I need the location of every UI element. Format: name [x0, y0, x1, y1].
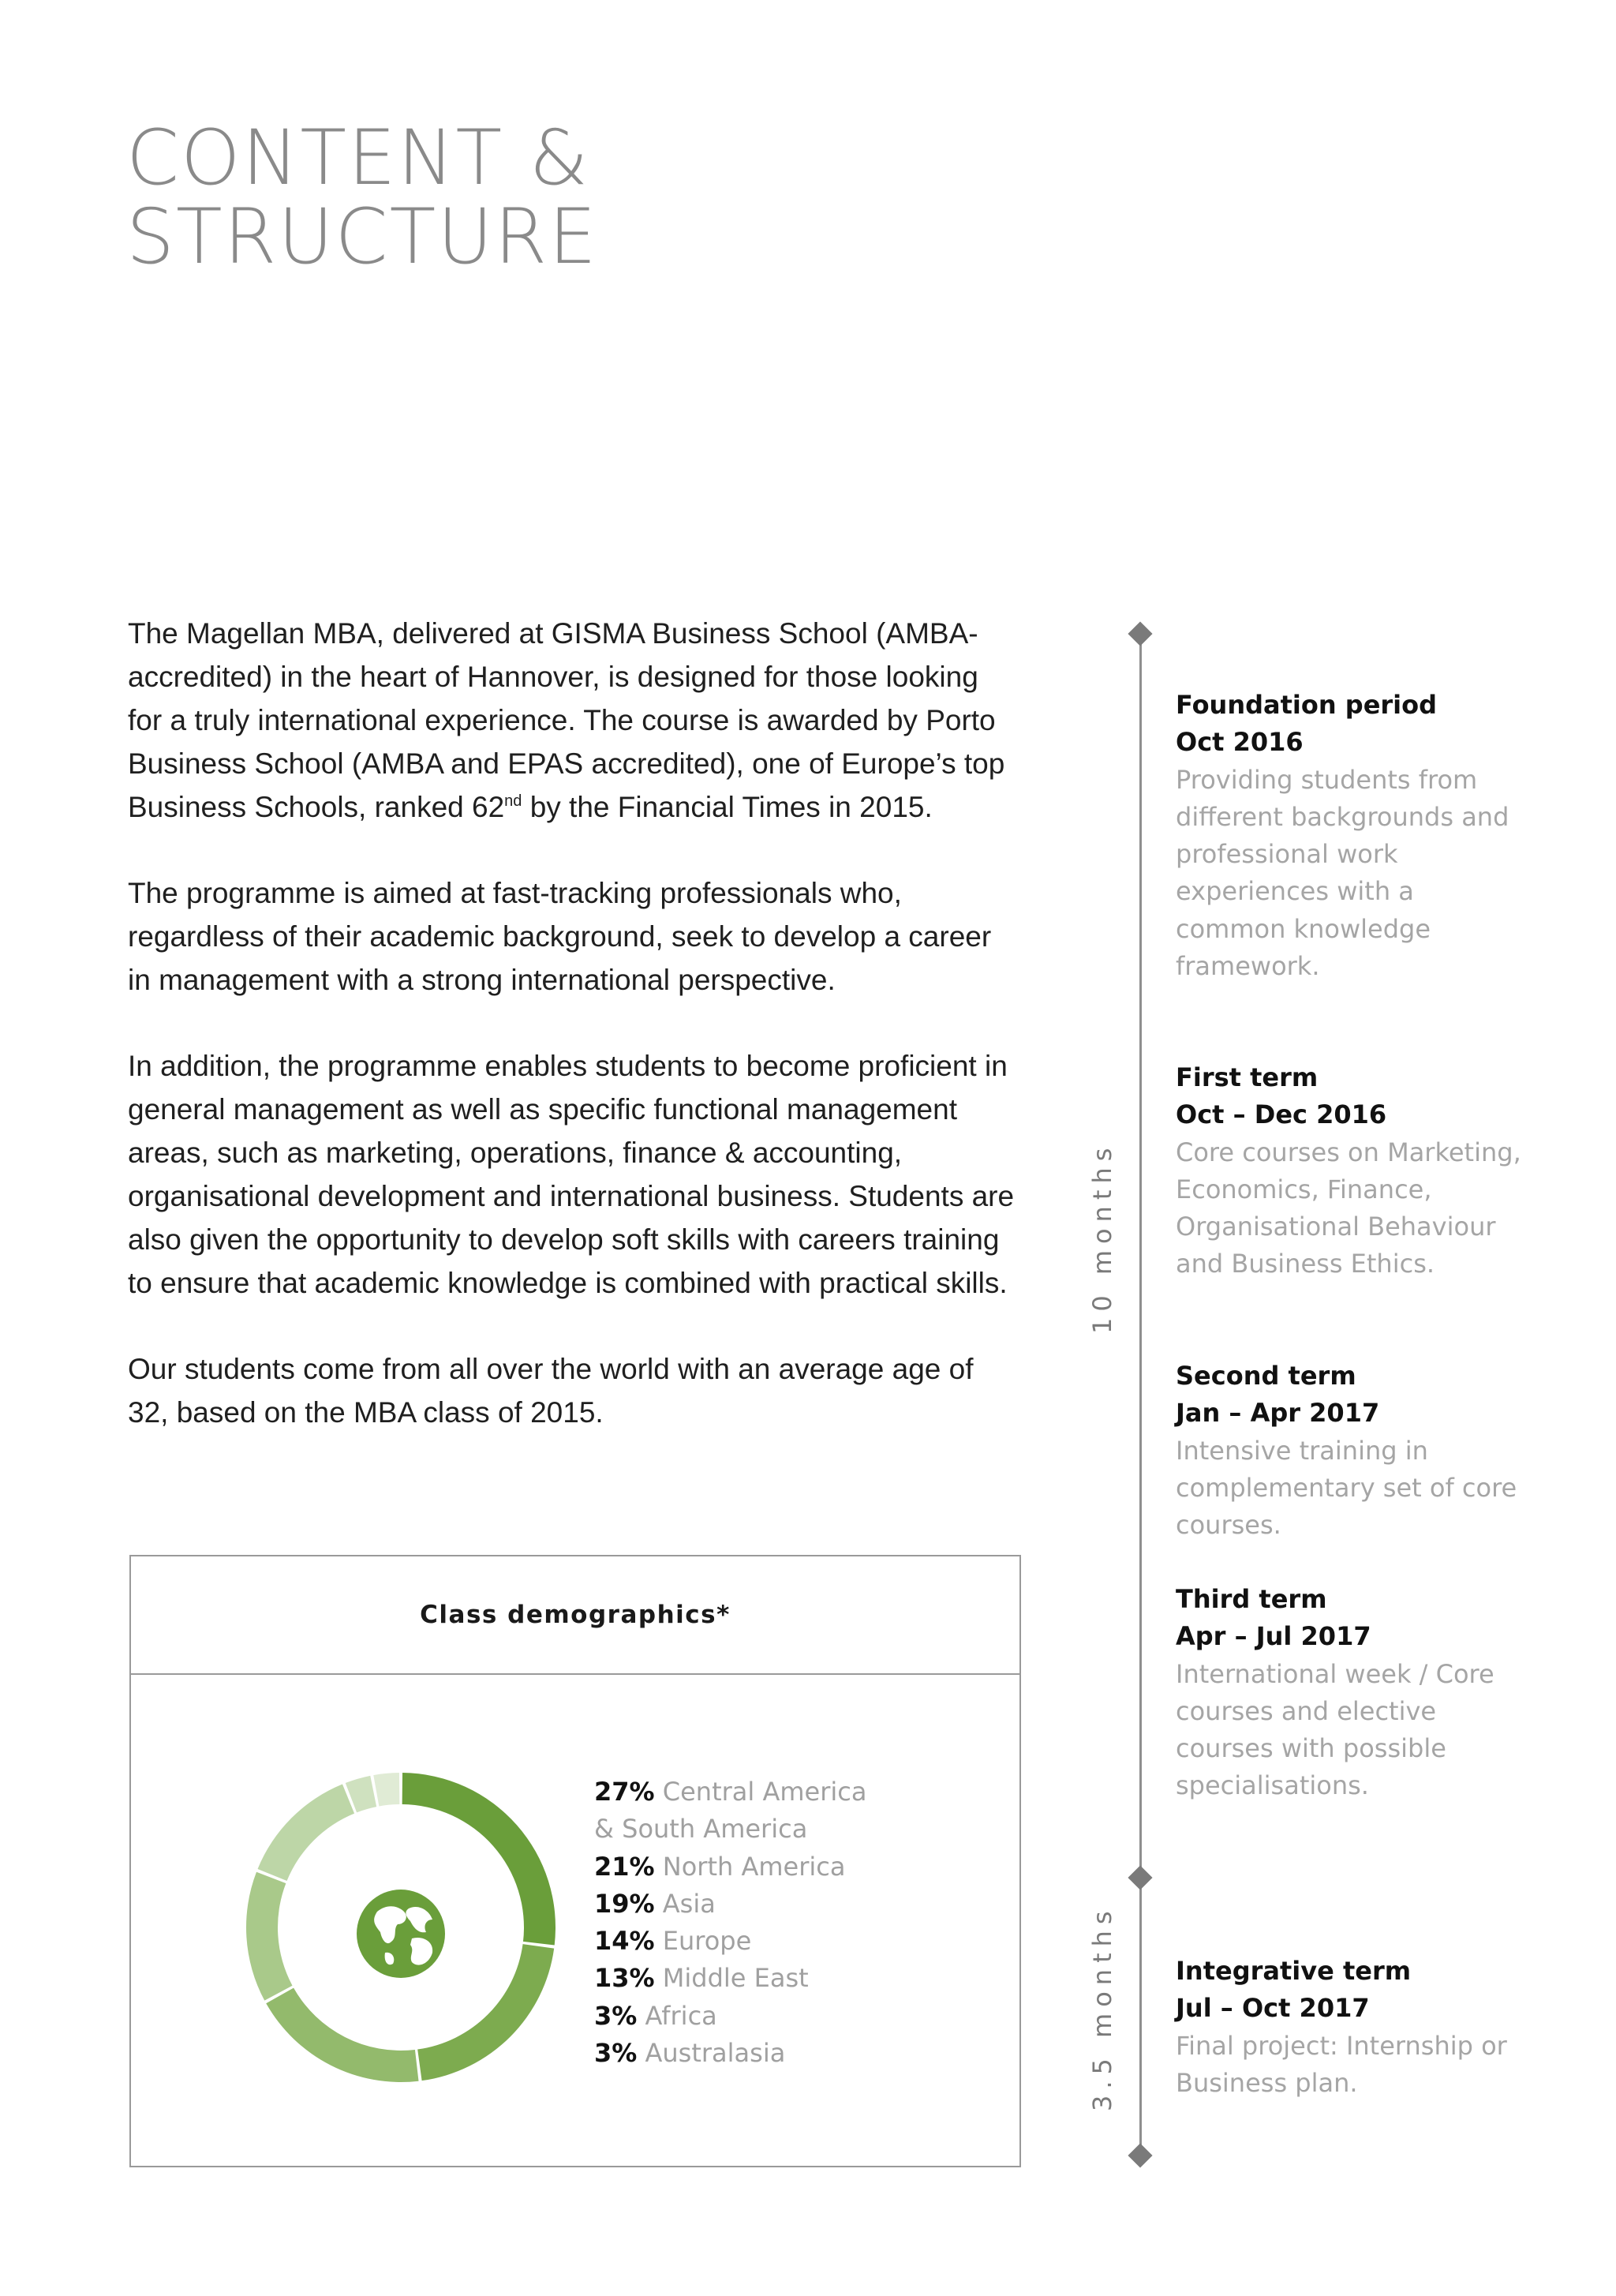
legend-label: Asia: [662, 1888, 716, 1919]
legend-label: Europe: [662, 1926, 752, 1957]
intro-paragraph-4: Our students come from all over the world with an average age of 32, based on the MBA class of 2015.: [128, 1353, 974, 1429]
legend-item: [594, 1774, 866, 1811]
term-date: Jan – Apr 2017: [1176, 1398, 1380, 1429]
intro-p1-text-end: by the Financial Times in 2015.: [522, 791, 933, 823]
legend-label: North America: [662, 1851, 846, 1882]
legend-value: 27%: [594, 1777, 655, 1807]
class-demographics-box: [129, 1555, 1021, 2167]
legend-item: [594, 2035, 866, 2072]
term-name: First term: [1176, 1062, 1319, 1092]
legend-item: [594, 1923, 866, 1960]
legend-label: Central America: [662, 1777, 867, 1807]
term-name: Foundation period: [1176, 690, 1438, 720]
term-description: Intensive training in complementary set of core courses.: [1176, 1435, 1517, 1541]
timeline-marker-end: [1128, 2143, 1152, 2167]
term-first: [1176, 1059, 1523, 1283]
legend-label: Africa: [645, 2000, 717, 2031]
legend-label: & South America: [594, 1814, 808, 1845]
timeline-marker-start: [1128, 621, 1152, 646]
term-date: Jul – Oct 2017: [1176, 1993, 1370, 2024]
legend-value: 14%: [594, 1926, 655, 1957]
legend-value: 13%: [594, 1963, 655, 1994]
ordinal-suffix: nd: [504, 792, 522, 810]
intro-paragraph-2: The programme is aimed at fast-tracking professionals who, regardless of their academic background, seek to develop a career in management with a strong international perspective.: [128, 877, 992, 996]
donut-slice-2: [417, 1944, 554, 2081]
duration-label-3-5-months: 3.5 months: [1087, 1905, 1117, 2111]
term-description: Providing students from different backgrounds and professional work experiences with a common knowledge framework.: [1176, 764, 1509, 982]
term-description: International week / Core courses and elective courses with possible specialisations.: [1176, 1658, 1494, 1801]
page-title: [126, 114, 598, 281]
donut-slice-3: [266, 1988, 418, 2082]
term-integrative: [1176, 1953, 1523, 2102]
legend-item: [594, 1960, 866, 1997]
intro-paragraph-3: In addition, the programme enables students to become proficient in general management as well as specific functional management areas, such as marketing, operations, finance & accounting, organisational development and international business. Students are also given the opportunity to develop soft skills with careers training to ensure that academic knowledge is combined with practical skills.: [128, 1050, 1015, 1299]
legend-item: [594, 1998, 866, 2035]
term-third: [1176, 1581, 1523, 1805]
legend-label: Middle East: [662, 1963, 809, 1994]
term-second: [1176, 1358, 1523, 1544]
intro-p1-text: The Magellan MBA, delivered at GISMA Business School (AMBA-accredited) in the heart of Hannover, is designed for those looking for a truly international experience. The course is awarded by Porto Business School (AMBA and EPAS accredited), one of Europe’s top Business Schools, ranked 62: [128, 617, 1005, 823]
title-line-2: STRUCTURE: [126, 193, 598, 281]
duration-label-10-months: 10 months: [1087, 1141, 1117, 1334]
legend-value: 3%: [594, 2038, 638, 2069]
legend-item: [594, 1886, 866, 1923]
term-description: Core courses on Marketing, Economics, Finance, Organisational Behaviour and Business Ethics.: [1176, 1137, 1521, 1279]
timeline-line: [1139, 631, 1142, 2155]
globe-icon: [357, 1890, 445, 1978]
donut-slice-5: [258, 1785, 355, 1882]
term-date: Oct 2016: [1176, 727, 1304, 758]
donut-slice-7: [373, 1773, 399, 1806]
intro-paragraph-1: [128, 612, 1019, 829]
intro-text: [128, 612, 1019, 1477]
donut-slice-4: [246, 1872, 293, 2001]
demographics-title: Class demographics*: [131, 1556, 1019, 1675]
term-name: Second term: [1176, 1361, 1356, 1391]
term-foundation: [1176, 687, 1523, 985]
term-name: Third term: [1176, 1584, 1327, 1614]
legend-value: 21%: [594, 1851, 655, 1882]
demographics-legend: [594, 1774, 866, 2072]
title-line-1: CONTENT &: [126, 114, 590, 202]
legend-item-continued: [594, 1811, 866, 1848]
legend-label: Australasia: [645, 2038, 786, 2069]
legend-value: 3%: [594, 2000, 638, 2031]
term-date: Oct – Dec 2016: [1176, 1099, 1387, 1130]
timeline-marker-middle: [1128, 1865, 1152, 1890]
legend-value: 19%: [594, 1888, 655, 1919]
term-name: Integrative term: [1176, 1956, 1412, 1986]
term-description: Final project: Internship or Business plan.: [1176, 2030, 1507, 2098]
term-date: Apr – Jul 2017: [1176, 1621, 1371, 1652]
legend-item: [594, 1848, 866, 1886]
demographics-donut-chart: [243, 1770, 559, 2085]
